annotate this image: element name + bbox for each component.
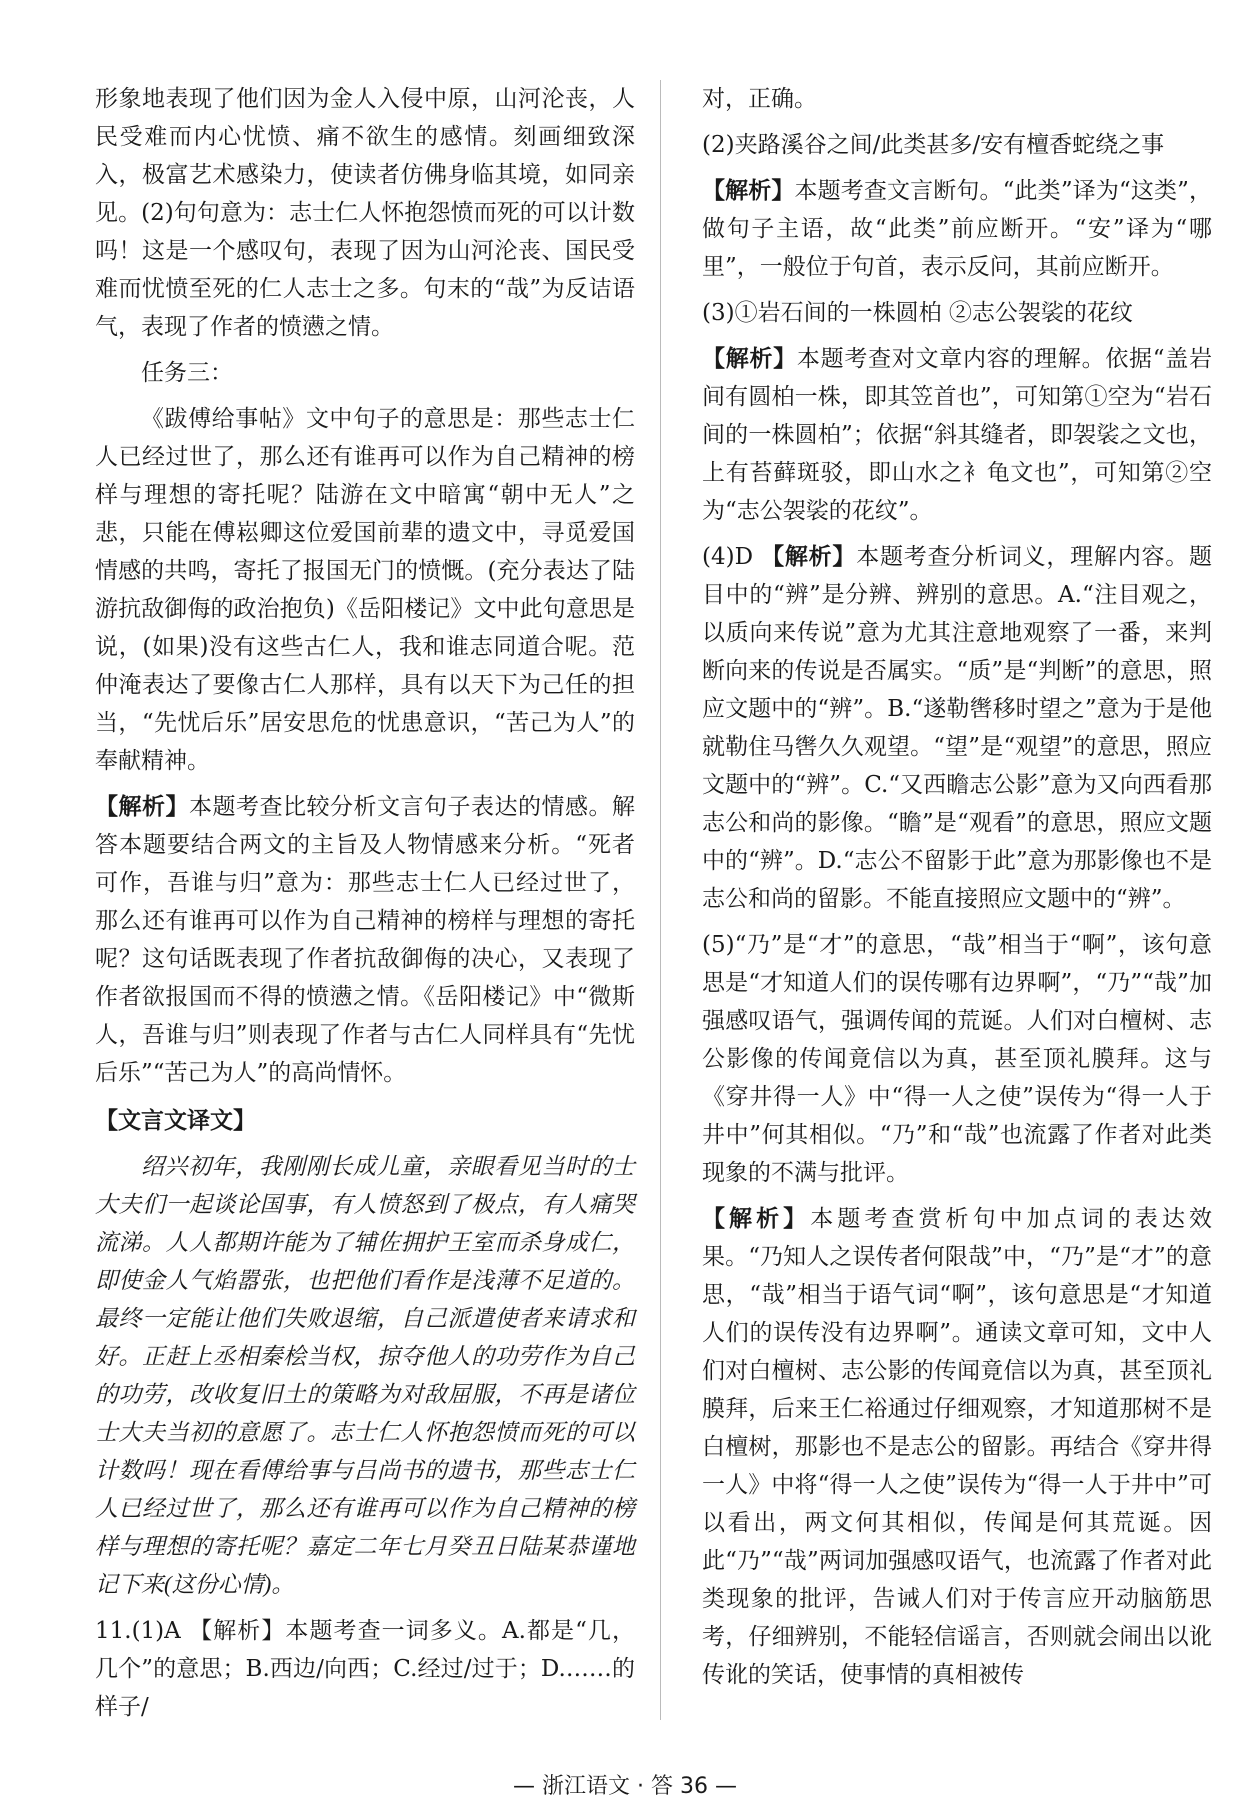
analysis-paragraph xyxy=(95,788,635,1092)
analysis-tag: 【解析】 xyxy=(702,1205,811,1232)
right-column xyxy=(702,80,1212,1702)
answer-paragraph: (5)“乃”是“才”的意思，“哉”相当于“啊”，该句意思是“才知道人们的误传哪有边界啊”，“乃”“哉”加强感叹语气，强调传闻的荒诞。人们对白檀树、志公影像的传闻竟信以为真，甚至顶礼膜拜。这与《穿井得一人》中“得一人之使”误传为“得一人于井中”何其相似。“乃”和“哉”也流露了作者对此类现象的不满与批评。 xyxy=(702,932,1212,1186)
answer-paragraph: 对，正确。 xyxy=(702,86,817,112)
analysis-text: 本题考查赏析句中加点词的表达效果。“乃知人之误传者何限哉”中，“乃”是“才”的意思，“哉”相当于语气词“啊”，该句意思是“才知道人们的误传没有边界啊”。通读文章可知，文中人们对白檀树、志公影的传闻竟信以为真，甚至顶礼膜拜，后来王仁裕通过仔细观察，才知道那树不是白檀树，那影也不是志公的留影。再结合《穿井得一人》中将“得一人之使”误传为“得一人于井中”可以看出，两文何其相似，传闻是何其荒诞。因此“乃”“哉”两词加强感叹语气，也流露了作者对此类现象的批评，告诫人们对于传言应开动脑筋思考，仔细辨别，不能轻信谣言，否则就会闹出以讹传讹的笑话，使事情的真相被传 xyxy=(702,1206,1213,1688)
task-label: 任务三： xyxy=(141,360,233,386)
analysis-text: 本题考查对文章内容的理解。依据“盖岩间有圆柏一株，即其笠首也”，可知第①空为“岩石间的一株圆柏”；依据“斜其缝者，即袈裟之文也，上有苔藓斑驳，即山水之衤龟文也”，可知第②空为“志公袈裟的花纹”。 xyxy=(702,346,1212,524)
analysis-text: 本题考查比较分析文言句子表达的情感。解答本题要结合两文的主旨及人物情感来分析。“死者可作，吾谁与归”意为：那些志士仁人已经过世了，那么还有谁再可以作为自己精神的榜样与理想的寄托呢？这句话既表现了作者抗敌御侮的决心，又表现了作者欲报国而不得的愤懑之情。《岳阳楼记》中“微斯人，吾谁与归”则表现了作者与古仁人同样具有“先忧后乐”“苦己为人”的高尚情怀。 xyxy=(95,794,635,1086)
analysis-tag: 【解析】 xyxy=(702,345,797,372)
answer-text: (4)D xyxy=(702,544,762,570)
analysis-text: 本题考查文言断句。“此类”译为“这类”，做句子主语，故“此类”前应断开。“安”译为“哪里”，一般位于句首，表示反问，其前应断开。 xyxy=(702,178,1212,280)
section-title: 【文言文译文】 xyxy=(95,1108,256,1134)
analysis-tag: 【解析】 xyxy=(702,177,795,204)
column-divider xyxy=(660,80,661,1720)
analysis-paragraph xyxy=(702,1200,1212,1694)
analysis-paragraph xyxy=(702,340,1212,530)
answer-paragraph: (3)①岩石间的一株圆柏 ②志公袈裟的花纹 xyxy=(702,300,1133,326)
analysis-tag: 【解析】 xyxy=(95,793,189,820)
left-column xyxy=(95,80,635,1734)
translation-paragraph: 绍兴初年，我刚刚长成儿童，亲眼看见当时的士大夫们一起谈论国事，有人愤怒到了极点，有人痛哭流涕。人人都期许能为了辅佐拥护王室而杀身成仁，即使金人气焰嚣张，也把他们看作是浅薄不足道的。最终一定能让他们失败退缩，自己派遣使者来请求和好。正赶上丞相秦桧当权，掠夺他人的功劳作为自己的功劳，改收复旧土的策略为对敌屈服，不再是诸位士大夫当初的意愿了。志士仁人怀抱怨愤而死的可以计数吗！现在看傅给事与吕尚书的遗书，那些志士仁人已经过世了，那么还有谁再可以作为自己精神的榜样与理想的寄托呢？嘉定二年七月癸丑日陆某恭谨地记下来(这份心情)。 xyxy=(95,1154,635,1597)
question-11: 11.(1)A 【解析】本题考查一词多义。A.都是“几，几个”的意思；B.西边/向西；C.经过/过于；D.……的样子/ xyxy=(95,1618,635,1720)
answer-paragraph: 《跋傅给事帖》文中句子的意思是：那些志士仁人已经过世了，那么还有谁再可以作为自己精神的榜样与理想的寄托呢？陆游在文中暗寓“朝中无人”之悲，只能在傅崧卿这位爱国前辈的遗文中，寻觅爱国情感的共鸣，寄托了报国无门的愤慨。(充分表达了陆游抗敌御侮的政治抱负)《岳阳楼记》文中此句意思是说，(如果)没有这些古仁人，我和谁志同道合呢。范仲淹表达了要像古仁人那样，具有以天下为己任的担当，“先忧后乐”居安思危的忧患意识，“苦己为人”的奉献精神。 xyxy=(95,406,635,774)
answer-paragraph: 形象地表现了他们因为金人入侵中原，山河沦丧，人民受难而内心忧愤、痛不欲生的感情。刻画细致深入，极富艺术感染力，使读者仿佛身临其境，如同亲见。(2)句句意为：志士仁人怀抱怨愤而死的可以计数吗！这是一个感叹句，表现了因为山河沦丧、国民受难而忧愤至死的仁人志士之多。句末的“哉”为反诘语气，表现了作者的愤懑之情。 xyxy=(95,86,635,340)
analysis-tag: 【解析】 xyxy=(761,543,857,570)
page-footer: — 浙江语文 · 答 36 — xyxy=(513,1774,737,1799)
answer-paragraph: (2)夹路溪谷之间/此类甚多/安有檀香蛇绕之事 xyxy=(702,132,1165,158)
analysis-paragraph xyxy=(702,172,1212,286)
analysis-text: 本题考查分析词义，理解内容。题目中的“辨”是分辨、辨别的意思。A.“注目观之，以质向来传说”意为尤其注意地观察了一番，来判断向来的传说是否属实。“质”是“判断”的意思，照应文题中的“辨”。B.“遂勒辔移时望之”意为于是他就勒住马辔久久观望。“望”是“观望”的意思，照应文题中的“辨”。C.“又西瞻志公影”意为又向西看那志公和尚的影像。“瞻”是“观看”的意思，照应文题中的“辨”。D.“志公不留影于此”意为那影像也不是志公和尚的留影。不能直接照应文题中的“辨”。 xyxy=(702,544,1213,912)
analysis-paragraph xyxy=(702,538,1212,918)
